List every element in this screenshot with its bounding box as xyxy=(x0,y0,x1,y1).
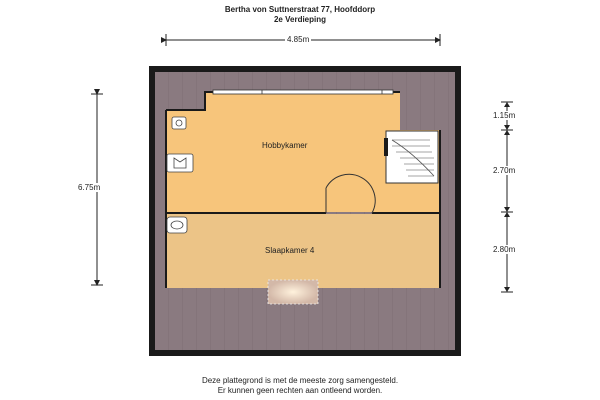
disclaimer-line-1: Deze plattegrond is met de meeste zorg samengesteld. xyxy=(201,376,399,385)
skylight-icon xyxy=(268,280,318,304)
chair-icon xyxy=(167,154,193,172)
floor-title: 2e Verdieping xyxy=(273,15,327,24)
right-top-label: 1.15m xyxy=(493,111,516,120)
height-label: 6.75m xyxy=(78,183,101,192)
right-mid-label: 2.70m xyxy=(493,166,516,175)
bedroom-label: Slaapkamer 4 xyxy=(265,246,315,255)
address-title: Bertha von Suttnerstraat 77, Hoofddorp xyxy=(224,5,376,14)
sink-icon xyxy=(172,117,186,129)
staircase xyxy=(384,131,438,183)
width-label: 4.85m xyxy=(287,35,310,44)
hobby-room-label: Hobbykamer xyxy=(262,141,308,150)
bedroom-sink-icon xyxy=(167,217,187,233)
disclaimer-line-2: Er kunnen geen rechten aan ontleend worden. xyxy=(217,386,383,395)
right-bottom-label: 2.80m xyxy=(493,245,516,254)
top-window xyxy=(213,90,393,94)
right-dimensions xyxy=(501,102,513,292)
